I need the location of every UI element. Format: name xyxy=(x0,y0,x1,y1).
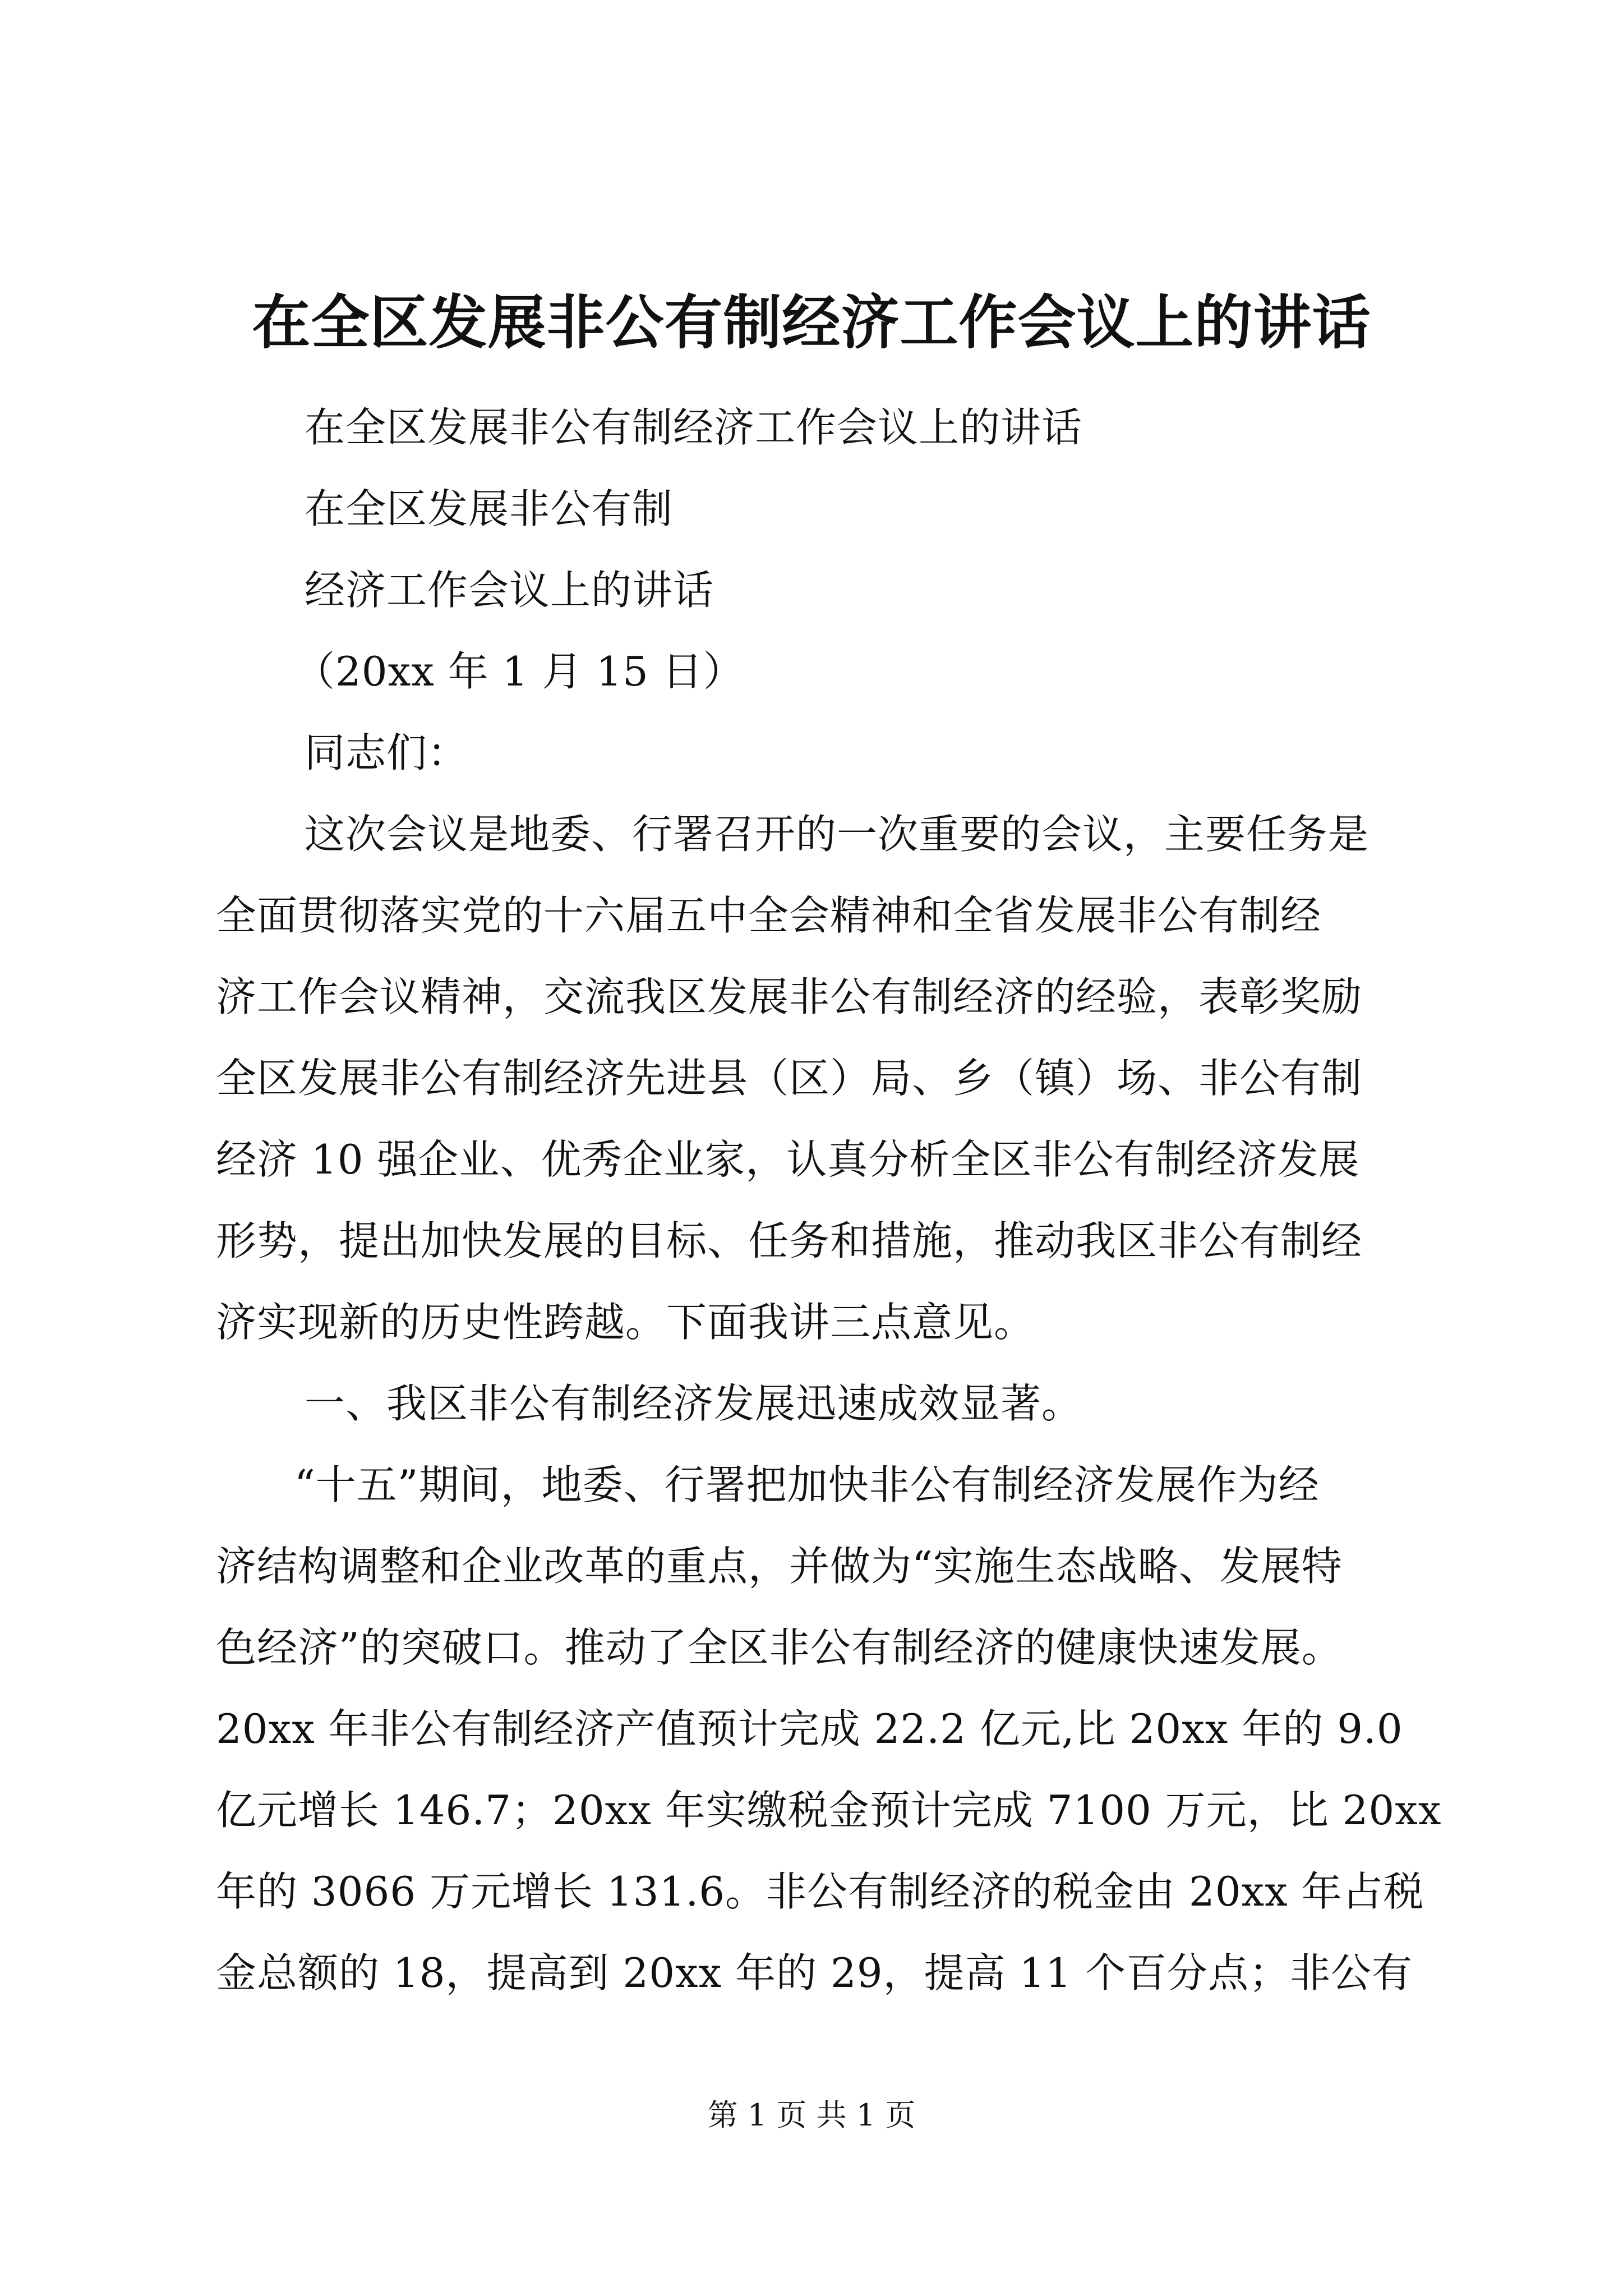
paragraph-line: 济实现新的历史性跨越。下面我讲三点意见。 xyxy=(216,1299,1035,1346)
paragraph-line: 全面贯彻落实党的十六届五中全会精神和全省发展非公有制经 xyxy=(216,892,1322,939)
paragraph-line: 色经济”的突破口。推动了全区非公有制经济的健康快速发展。 xyxy=(216,1624,1343,1671)
document-body xyxy=(216,387,1442,2014)
paragraph-line: 济结构调整和企业改革的重点，并做为“实施生态战略、发展特 xyxy=(216,1543,1343,1590)
paragraph-line: 亿元增长 146.7；20xx 年实缴税金预计完成 7100 万元，比 20xx xyxy=(216,1787,1442,1834)
paragraph-line: 年的 3066 万元增长 131.6。非公有制经济的税金由 20xx 年占税 xyxy=(216,1868,1424,1915)
paragraph-line: 20xx 年非公有制经济产值预计完成 22.2 亿元,比 20xx 年的 9.0 xyxy=(216,1705,1403,1752)
paragraph-line: 金总额的 18，提高到 20xx 年的 29，提高 11 个百分点；非公有 xyxy=(216,1949,1413,1996)
paragraph-line: 形势，提出加快发展的目标、任务和措施，推动我区非公有制经 xyxy=(216,1217,1363,1264)
paragraph-line: 经济 10 强企业、优秀企业家，认真分析全区非公有制经济发展 xyxy=(216,1136,1360,1183)
subtitle-line: 经济工作会议上的讲话 xyxy=(305,567,714,614)
salutation: 同志们： xyxy=(305,729,469,776)
paragraph-line: 济工作会议精神，交流我区发展非公有制经济的经验，表彰奖励 xyxy=(216,973,1363,1020)
page-footer: 第 1 页 共 1 页 xyxy=(707,2097,916,2133)
date-line: （20xx 年 1 月 15 日） xyxy=(294,648,744,695)
paragraph-line: 这次会议是地委、行署召开的一次重要的会议，主要任务是 xyxy=(305,811,1370,858)
section-heading: 一、我区非公有制经济发展迅速成效显著。 xyxy=(305,1380,1083,1427)
subtitle-line: 在全区发展非公有制 xyxy=(305,485,674,532)
paragraph-line: “十五”期间，地委、行署把加快非公有制经济发展作为经 xyxy=(294,1461,1320,1508)
document-title: 在全区发展非公有制经济工作会议上的讲话 xyxy=(252,288,1371,357)
paragraph-line: 全区发展非公有制经济先进县（区）局、乡（镇）场、非公有制 xyxy=(216,1055,1363,1102)
subtitle-line: 在全区发展非公有制经济工作会议上的讲话 xyxy=(305,404,1083,451)
